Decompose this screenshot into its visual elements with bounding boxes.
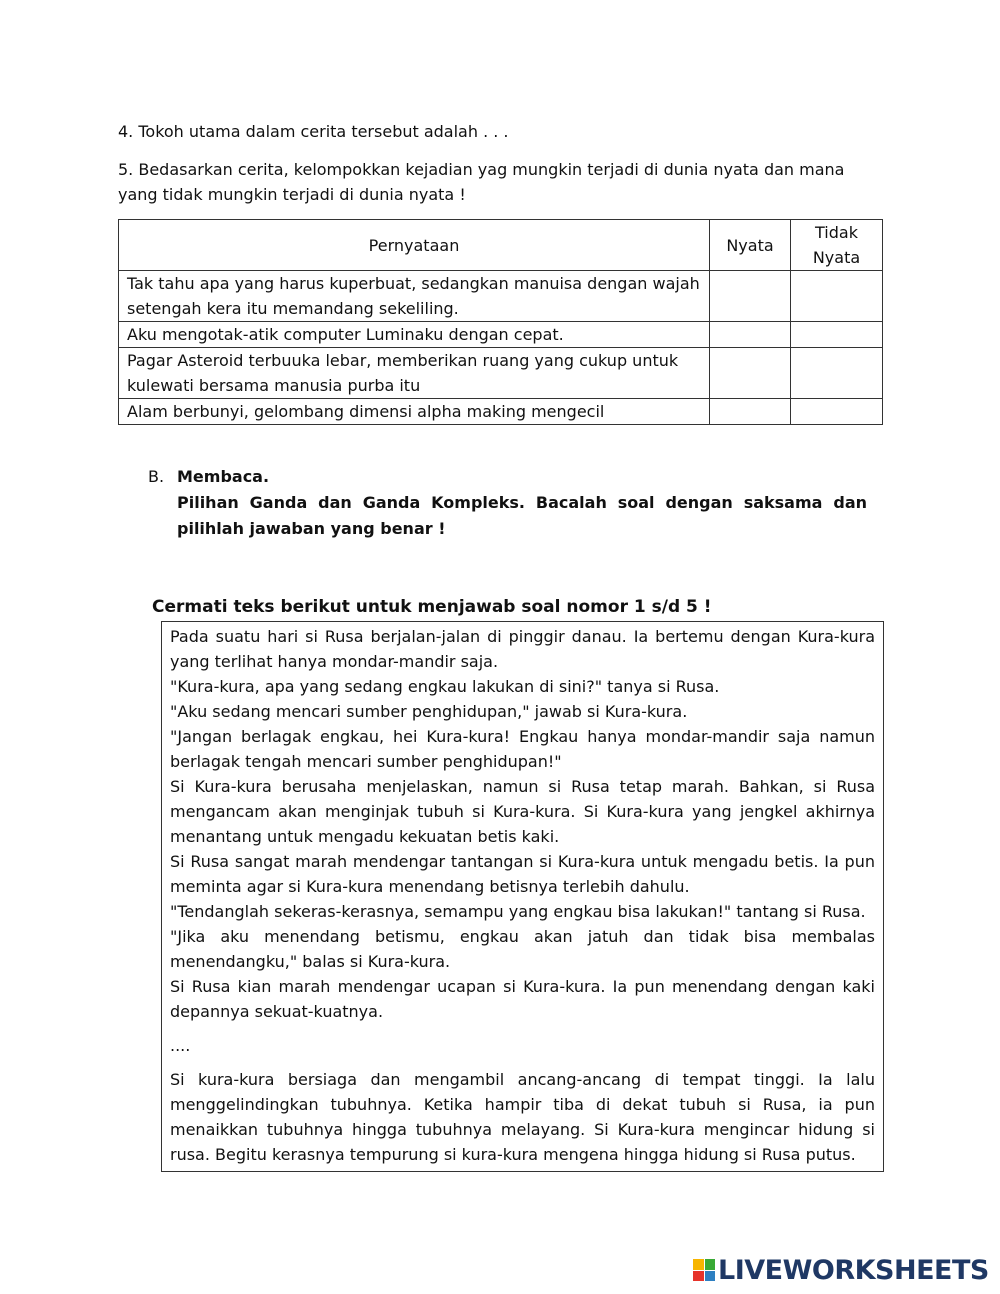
logo-text: LIVEWORKSHEETS [718,1254,989,1286]
tidak-nyata-answer-cell[interactable] [791,322,883,348]
story-paragraph: Pada suatu hari si Rusa berjalan-jalan di pinggir danau. Ia bertemu dengan Kura-kura yang terlihat hanya mondar-mandir saja. [170,627,875,671]
nyata-answer-cell[interactable] [710,322,791,348]
statement-cell: Alam berbunyi, gelombang dimensi alpha making mengecil [119,399,710,425]
story-paragraph: Si kura-kura bersiaga dan mengambil ancang-ancang di tempat tinggi. Ia lalu menggelindingkan tubuhnya. Ketika hampir tiba di dekat tubuh si Rusa, ia pun menaikkan tubuhnya hingga tubuhnya melayang. Si Kura-kura mengincar hidung si rusa. Begitu kerasnya tempurung si kura-kura mengena hingga hidung si Rusa putus. [170,1070,875,1164]
table-row [119,348,883,399]
section-b-title: Membaca. [177,467,270,486]
statement-cell: Tak tahu apa yang harus kuperbuat, sedangkan manuisa dengan wajah setengah kera itu memandang sekeliling. [119,271,710,322]
statement-cell: Pagar Asteroid terbuuka lebar, memberikan ruang yang cukup untuk kulewati bersama manusia purba itu [119,348,710,399]
liveworksheets-logo [693,1255,989,1285]
nyata-answer-cell[interactable] [710,271,791,322]
story-box [161,621,884,1172]
section-b-letter: B. [148,467,165,486]
story-ellipsis: .... [170,1036,191,1055]
question-4: 4. Tokoh utama dalam cerita tersebut adalah . . . [118,122,509,141]
story-paragraph: Si Rusa kian marah mendengar ucapan si Kura-kura. Ia pun menendang dengan kaki depannya sekuat-kuatnya. [170,977,875,1021]
story-paragraph: "Kura-kura, apa yang sedang engkau lakukan di sini?" tanya si Rusa. [170,677,720,696]
table-row [119,271,883,322]
section-b-instruction: Pilihan Ganda dan Ganda Kompleks. Bacalah soal dengan saksama dan pilihlah jawaban yang benar ! [177,493,867,538]
table-row [119,322,883,348]
tidak-nyata-answer-cell[interactable] [791,271,883,322]
statement-table [118,219,883,425]
header-tidak-nyata: Tidak Nyata [791,220,883,271]
header-nyata: Nyata [710,220,791,271]
table-header-row [119,220,883,271]
tidak-nyata-answer-cell[interactable] [791,348,883,399]
story-paragraph: "Jika aku menendang betismu, engkau akan jatuh dan tidak bisa membalas menendangku," balas si Kura-kura. [170,927,875,971]
tidak-nyata-answer-cell[interactable] [791,399,883,425]
story-paragraph: Si Rusa sangat marah mendengar tantangan si Kura-kura untuk mengadu betis. Ia pun meminta agar si Kura-kura menendang betisnya terlebih dahulu. [170,852,875,896]
story-paragraph: Si Kura-kura berusaha menjelaskan, namun si Rusa tetap marah. Bahkan, si Rusa mengancam akan menginjak tubuh si Kura-kura. Si Kura-kura yang jengkel akhirnya menantang untuk mengadu kekuatan betis kaki. [170,777,875,846]
question-5: 5. Bedasarkan cerita, kelompokkan kejadian yag mungkin terjadi di dunia nyata dan mana yang tidak mungkin terjadi di dunia nyata ! [118,160,845,204]
statement-cell: Aku mengotak-atik computer Luminaku dengan cepat. [119,322,710,348]
nyata-answer-cell[interactable] [710,348,791,399]
story-paragraph: "Aku sedang mencari sumber penghidupan," jawab si Kura-kura. [170,702,688,721]
story-paragraph: "Tendanglah sekeras-kerasnya, semampu yang engkau bisa lakukan!" tantang si Rusa. [170,902,866,921]
liveworksheets-logo-icon [693,1259,715,1281]
header-pernyataan: Pernyataan [119,220,710,271]
reading-heading: Cermati teks berikut untuk menjawab soal nomor 1 s/d 5 ! [152,597,712,617]
table-row [119,399,883,425]
story-paragraph: "Jangan berlagak engkau, hei Kura-kura! Engkau hanya mondar-mandir saja namun berlagak tengah mencari sumber penghidupan!" [170,727,875,771]
nyata-answer-cell[interactable] [710,399,791,425]
